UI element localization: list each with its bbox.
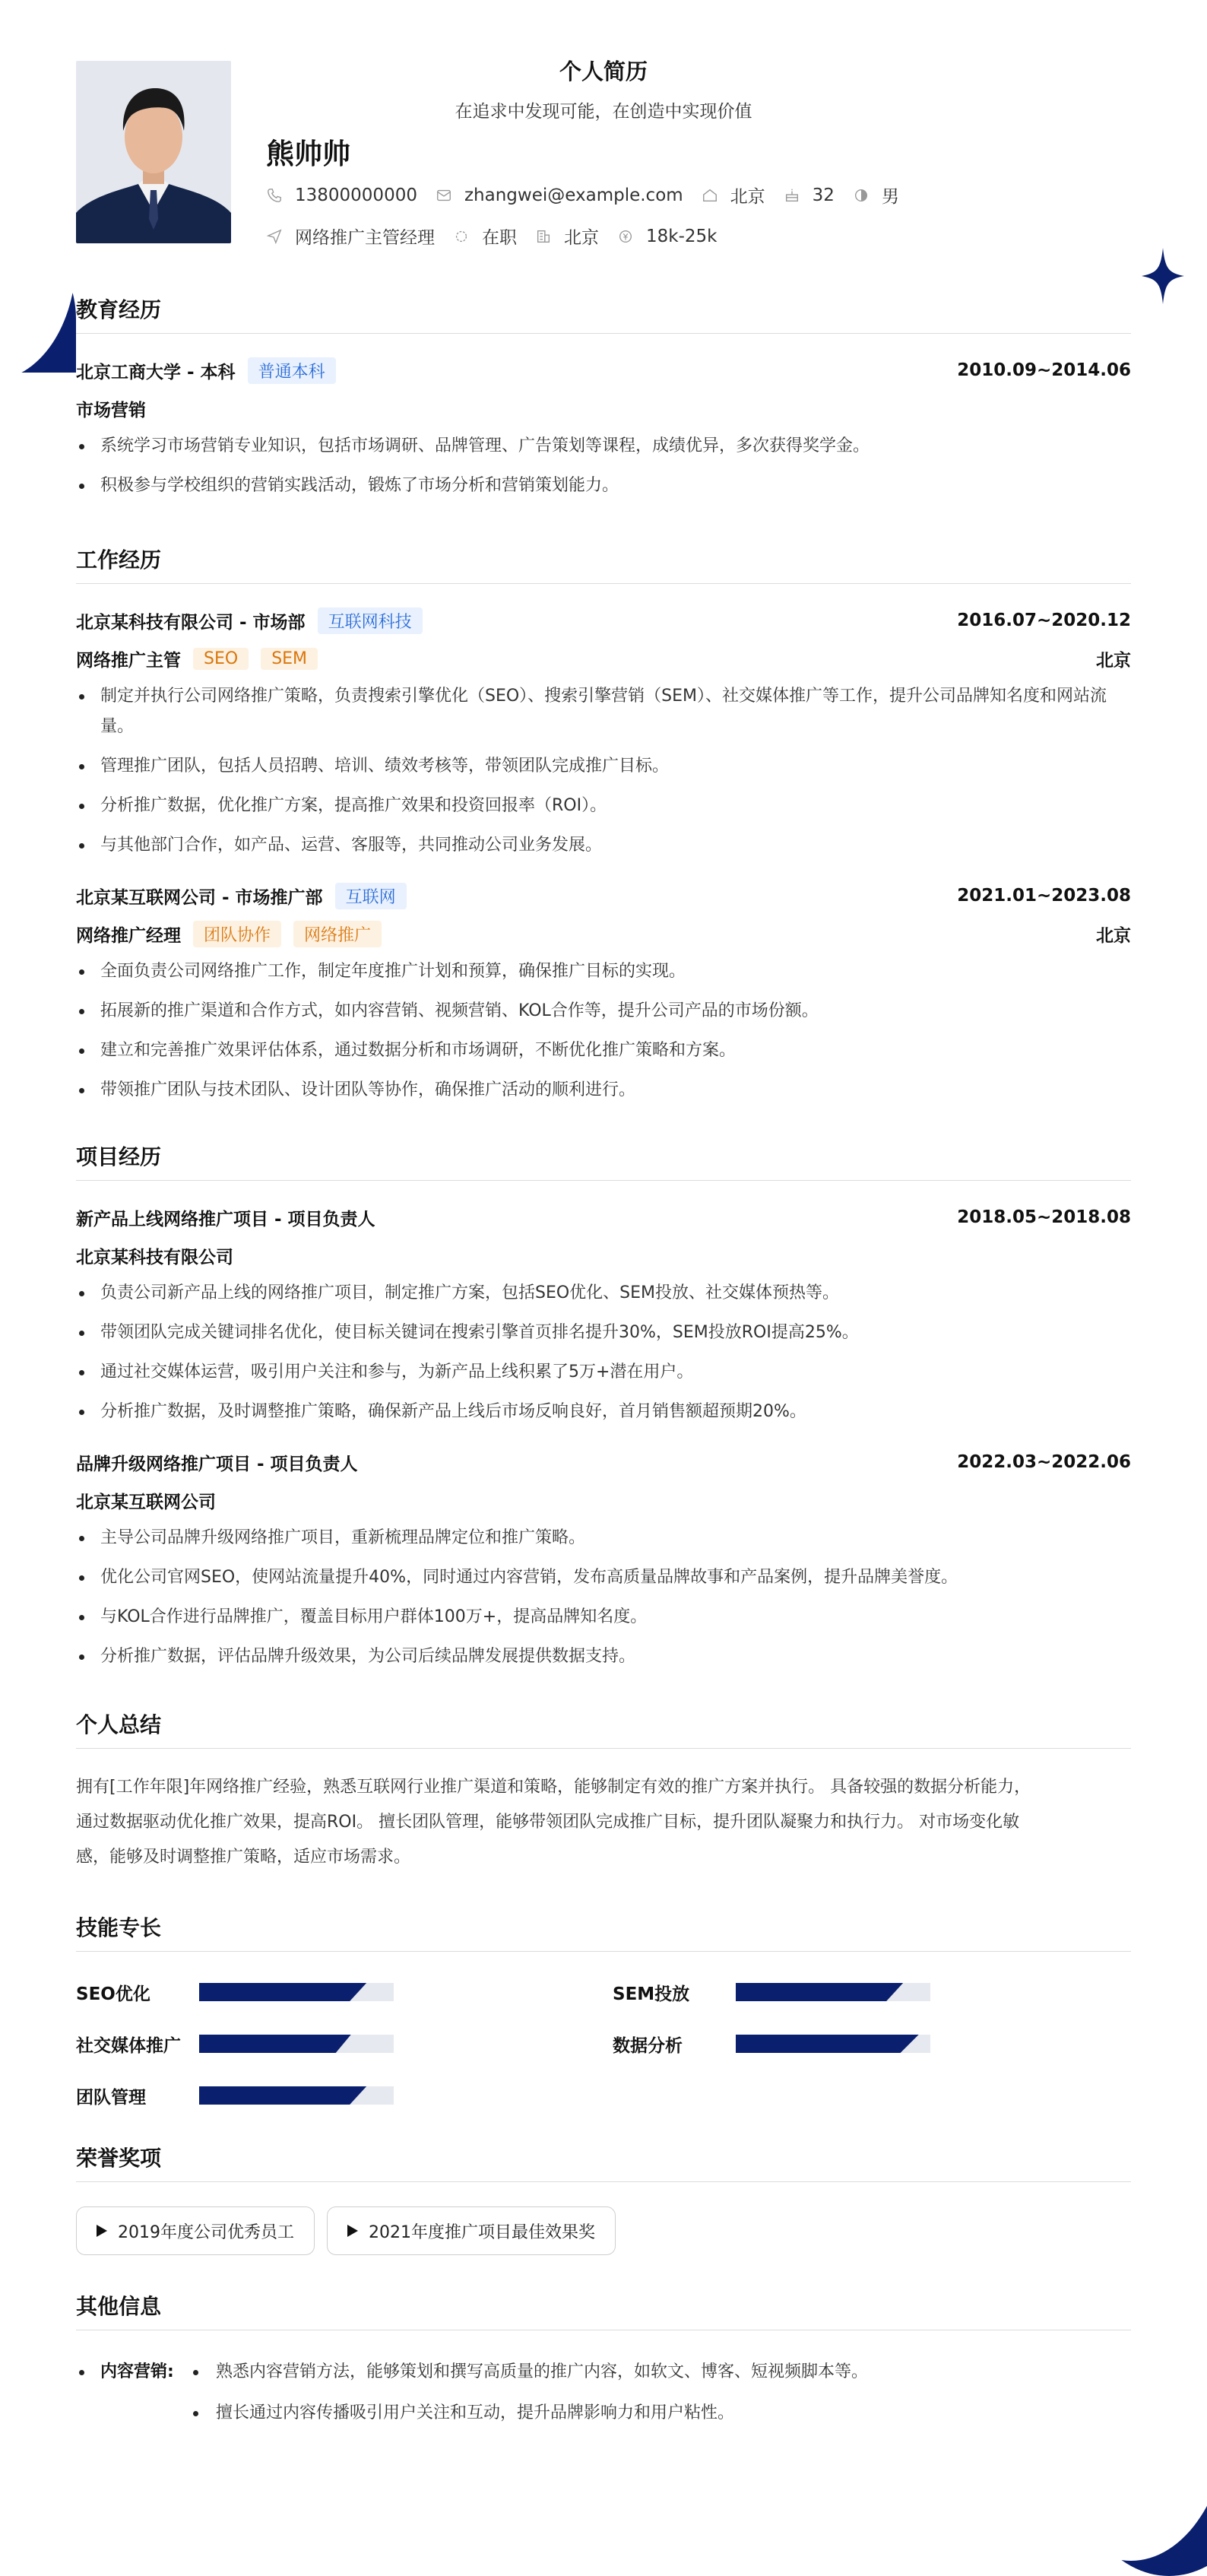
status-info: [453, 224, 517, 249]
skill-tag: 团队协作: [193, 921, 281, 947]
work-left: [76, 608, 423, 634]
money-icon: [617, 228, 634, 245]
other-row: [76, 2352, 1131, 2434]
school-name: 北京工商大学 - 本科: [76, 362, 236, 382]
skill-name: SEO优化: [76, 1984, 150, 2004]
role-left: [76, 921, 382, 947]
company-name: 北京某互联网公司 - 市场推广部: [76, 887, 323, 908]
summary-section: [76, 1708, 1131, 1875]
degree-tag: 普通本科: [248, 357, 336, 384]
education-entry: [76, 355, 1131, 501]
project-name: 新产品上线网络推广项目 - 项目负责人: [76, 1209, 375, 1229]
position-text: 网络推广主管经理: [295, 228, 435, 248]
email-info: [436, 186, 683, 205]
work-entry: [76, 880, 1131, 1106]
skill-item: [76, 1978, 613, 2007]
section-title: 个人总结: [76, 1708, 1131, 1749]
skill-name: SEM投放: [613, 1984, 690, 2004]
list-item: 分析推广数据，及时调整推广策略，确保新产品上线后市场反响良好，首月销售额超预期20%。: [76, 1397, 1131, 1427]
profile-photo: [76, 61, 231, 243]
contact-row: [266, 182, 917, 208]
document-subtitle: 在追求中发现可能，在创造中实现价值: [455, 102, 752, 122]
gender-info: [853, 182, 899, 208]
building-icon: [535, 228, 552, 245]
skill-item: [613, 1978, 1131, 2007]
honor-text: 2019年度公司优秀员工: [118, 2222, 294, 2242]
mail-icon: [436, 187, 452, 204]
work-section: [76, 544, 1131, 1106]
skill-tag: SEO: [193, 648, 249, 670]
list-item: 负责公司新产品上线的网络推广项目，制定推广方案，包括SEO优化、SEM投放、社交媒体预热等。: [76, 1278, 1131, 1309]
project-entry: [76, 1202, 1131, 1427]
work-bullets: [76, 956, 1131, 1106]
send-icon: [266, 228, 283, 245]
industry-tag: 互联网: [335, 883, 407, 909]
section-title: 教育经历: [76, 293, 1131, 334]
age-text: 32: [812, 185, 835, 205]
education-date: 2010.09~2014.06: [957, 360, 1131, 380]
salary-info: [617, 227, 717, 246]
list-item: 熟悉内容营销方法，能够策划和撰写高质量的推广内容，如软文、博客、短视频脚本等。: [190, 2352, 868, 2393]
work-date: 2021.01~2023.08: [957, 886, 1131, 906]
status-text: 在职: [482, 228, 517, 248]
section-title: 项目经历: [76, 1140, 1131, 1181]
project-company: 北京某互联网公司: [76, 1492, 216, 1512]
skill-tag: 网络推广: [293, 921, 382, 947]
work-location: 北京: [1096, 925, 1131, 946]
skill-item: [613, 2029, 1131, 2058]
position-info: [266, 224, 435, 249]
work-bullets: [76, 681, 1131, 861]
list-item: 积极参与学校组织的营销实践活动，锻炼了市场分析和营销策划能力。: [76, 471, 1131, 501]
skill-name: 数据分析: [613, 2035, 683, 2056]
phone-icon: [266, 187, 283, 204]
location-text: 北京: [730, 187, 765, 207]
city-info: [535, 224, 599, 249]
project-company: 北京某科技有限公司: [76, 1247, 233, 1267]
skill-name: 团队管理: [76, 2087, 146, 2108]
list-item: 通过社交媒体运营，吸引用户关注和参与，为新产品上线积累了5万+潜在用户。: [76, 1357, 1131, 1388]
list-item: 擅长通过内容传播吸引用户关注和互动，提升品牌影响力和用户粘性。: [190, 2393, 868, 2434]
list-item: 全面负责公司网络推广工作，制定年度推广计划和预算，确保推广目标的实现。: [76, 956, 1131, 987]
skill-bar: [736, 1983, 930, 2001]
honor-text: 2021年度推广项目最佳效果奖: [369, 2222, 595, 2242]
list-item: 带领团队完成关键词排名优化，使目标关键词在搜索引擎首页排名提升30%，SEM投放ROI提高25%。: [76, 1318, 1131, 1348]
job-intent-row: [266, 224, 735, 249]
gender-text: 男: [881, 187, 899, 207]
role-row: [76, 636, 1131, 681]
section-title: 技能专长: [76, 1911, 1131, 1952]
home-icon: [702, 187, 718, 204]
honor-badge: [76, 2206, 315, 2255]
project-header: [76, 1202, 1131, 1232]
work-location: 北京: [1096, 650, 1131, 671]
role-title: 网络推广主管: [76, 650, 181, 671]
skill-item: [76, 2081, 613, 2110]
skill-fill: [199, 2086, 366, 2105]
work-header: [76, 605, 1131, 636]
summary-text: [76, 1770, 1131, 1875]
skill-fill: [736, 2035, 919, 2053]
play-triangle-icon: [97, 2225, 107, 2237]
education-left: [76, 357, 336, 384]
project-bullets: [76, 1523, 1131, 1672]
major: 市场营销: [76, 400, 146, 420]
list-item: 与KOL合作进行品牌推广，覆盖目标用户群体100万+，提高品牌知名度。: [76, 1602, 1131, 1632]
list-item: 带领推广团队与技术团队、设计团队等协作，确保推广活动的顺利进行。: [76, 1075, 1131, 1106]
list-item: 主导公司品牌升级网络推广项目，重新梳理品牌定位和推广策略。: [76, 1523, 1131, 1553]
project-date: 2022.03~2022.06: [957, 1452, 1131, 1472]
education-header: [76, 355, 1131, 385]
skill-fill: [199, 1983, 366, 2001]
list-item: 优化公司官网SEO，使网站流量提升40%，同时通过内容营销，发布高质量品牌故事和产品案例，提升品牌美誉度。: [76, 1562, 1131, 1593]
list-item: 系统学习市场营销专业知识，包括市场调研、品牌管理、广告策划等课程，成绩优异，多次获得奖学金。: [76, 431, 1131, 462]
skill-item: [76, 2029, 613, 2058]
industry-tag: 互联网科技: [318, 608, 423, 634]
gender-icon: [853, 187, 870, 204]
age-info: [784, 186, 835, 205]
summary-line: 通过数据驱动优化推广效果，提高ROI。 擅长团队管理，能够带领团队完成推广目标，提升团队凝聚力和执行力。 对市场变化敏: [76, 1813, 1020, 1832]
role-left: [76, 646, 318, 671]
project-header: [76, 1447, 1131, 1477]
honors-section: [76, 2142, 1131, 2255]
candidate-name: 熊帅帅: [266, 138, 350, 170]
section-title: 其他信息: [76, 2290, 1131, 2330]
city-text: 北京: [564, 228, 599, 248]
list-item: 与其他部门合作，如产品、运营、客服等，共同推动公司业务发展。: [76, 830, 1131, 861]
play-triangle-icon: [347, 2225, 358, 2237]
list-item: 建立和完善推广效果评估体系，通过数据分析和市场调研，不断优化推广策略和方案。: [76, 1036, 1131, 1066]
list-item: 分析推广数据，评估品牌升级效果，为公司后续品牌发展提供数据支持。: [76, 1642, 1131, 1672]
list-item: 拓展新的推广渠道和合作方式，如内容营销、视频营销、KOL合作等，提升公司产品的市场份额。: [76, 996, 1131, 1026]
status-icon: [453, 228, 470, 245]
skill-tag: SEM: [261, 648, 318, 670]
email-text: zhangwei@example.com: [464, 185, 683, 205]
role-title: 网络推广经理: [76, 925, 181, 946]
project-bullets: [76, 1278, 1131, 1427]
salary-text: 18k-25k: [646, 226, 718, 246]
section-title: 荣誉奖项: [76, 2142, 1131, 2182]
skills-section: [76, 1911, 1131, 2110]
education-section: [76, 293, 1131, 501]
other-label: 内容营销:: [76, 2352, 190, 2434]
honors-list: [76, 2203, 1131, 2255]
project-entry: [76, 1447, 1131, 1672]
skill-name: 社交媒体推广: [76, 2035, 181, 2056]
summary-line: 拥有[工作年限]年网络推广经验，熟悉互联网行业推广渠道和策略，能够制定有效的推广方案并执行。 具备较强的数据分析能力，: [76, 1778, 1031, 1797]
role-row: [76, 911, 1131, 956]
resume-page: [76, 0, 1131, 2434]
phone-info: [266, 186, 417, 205]
project-date: 2018.05~2018.08: [957, 1207, 1131, 1227]
phone-text: 13800000000: [295, 185, 417, 205]
list-item: 分析推广数据，优化推广方案，提高推广效果和投资回报率（ROI）。: [76, 791, 1131, 821]
work-date: 2016.07~2020.12: [957, 611, 1131, 630]
skill-bar: [199, 1983, 394, 2001]
list-item: 制定并执行公司网络推广策略，负责搜索引擎优化（SEO）、搜索引擎营销（SEM）、社交媒体推广等工作，提升公司品牌知名度和网站流量。: [76, 681, 1131, 742]
honor-badge: [327, 2206, 616, 2255]
skill-bar: [199, 2035, 394, 2053]
company-name: 北京某科技有限公司 - 市场部: [76, 612, 306, 633]
cake-icon: [784, 187, 800, 204]
work-left: [76, 883, 407, 909]
project-name: 品牌升级网络推广项目 - 项目负责人: [76, 1454, 358, 1474]
education-bullets: [76, 431, 1131, 501]
document-title: 个人简历: [559, 59, 648, 84]
summary-line: 感，能够及时调整推广策略，适应市场需求。: [76, 1848, 411, 1867]
work-entry: [76, 605, 1131, 861]
projects-section: [76, 1140, 1131, 1672]
skill-fill: [736, 1983, 903, 2001]
work-header: [76, 880, 1131, 911]
sparkle-star-icon: [1142, 248, 1184, 304]
resume-header: [76, 0, 1131, 259]
skill-bar: [199, 2086, 394, 2105]
skill-bar: [736, 2035, 930, 2053]
location-info: [702, 182, 765, 208]
skill-fill: [199, 2035, 351, 2053]
skills-grid: [76, 1973, 1131, 2110]
section-title: 工作经历: [76, 544, 1131, 584]
other-section: [76, 2290, 1131, 2434]
list-item: 管理推广团队，包括人员招聘、培训、绩效考核等，带领团队完成推广目标。: [76, 751, 1131, 782]
other-items: [190, 2352, 868, 2434]
